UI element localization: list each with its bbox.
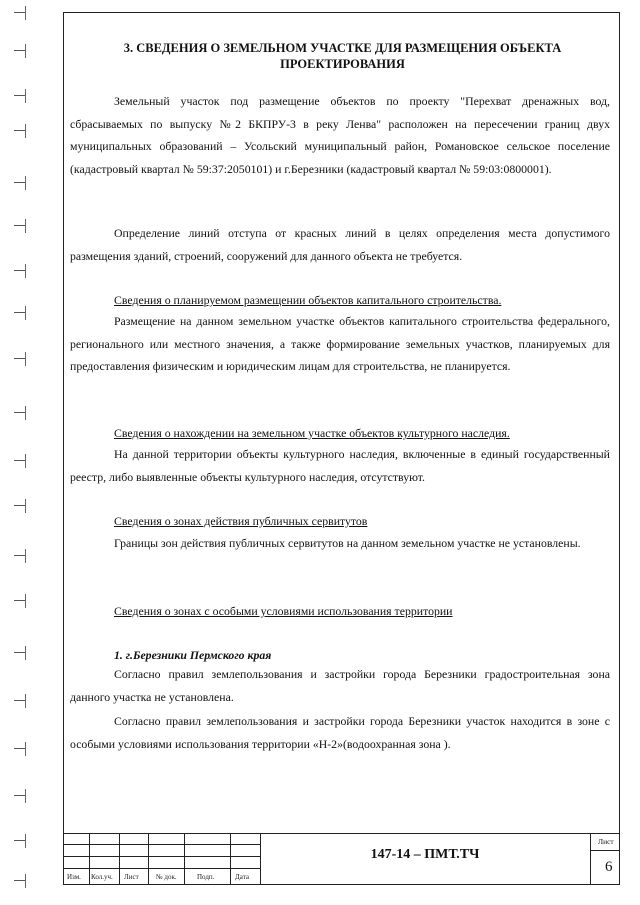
document-code: 147-14 – ПМТ.ТЧ (370, 847, 480, 862)
stamp-line (590, 850, 620, 851)
sheet-label: Лист (598, 837, 614, 846)
paragraph-text: Земельный участок под размещение объектов по проекту "Перехват дренажных вод, сбрасываемых по выпуску №2 БКПРУ-3 в реку Ленва" расположен на пересечении границ двух муниципальных образований – Усольский муниципальный район, Романовское сельское поселение (кадастровый квартал № 59:37:2050101) и г.Березники (кадастровый квартал № 59:03:0800001). (70, 94, 610, 176)
section-title-line2: ПРОЕКТИРОВАНИЯ (280, 57, 405, 71)
margin-tick (14, 795, 26, 796)
stamp-col-doc: № док. (156, 873, 177, 881)
binding-margin-ticks (0, 0, 40, 905)
stamp-line (184, 833, 185, 885)
heading-cultural-heritage: Сведения о нахождении на земельном участке объектов культурного наследия. (114, 426, 510, 440)
paragraph-text: Размещение на данном земельном участке объектов капитального строительства федерального, регионального или местного значения, а также формирование земельных участков, планируемых для предоставления физическим и юридическим лицам для строительства, не планируется. (70, 314, 610, 373)
stamp-line (590, 833, 591, 885)
heading-special-zones: Сведения о зонах с особыми условиями использования территории (114, 604, 453, 618)
margin-tick (14, 652, 26, 653)
paragraph-land-plot (70, 90, 610, 180)
paragraph-text: Границы зон действия публичных сервитутов на данном земельном участке не установлены. (114, 536, 581, 550)
section-title (70, 40, 615, 72)
margin-tick (14, 460, 26, 461)
section-title-line1: 3. СВЕДЕНИЯ О ЗЕМЕЛЬНОМ УЧАСТКЕ ДЛЯ РАЗМЕЩЕНИЯ ОБЪЕКТА (123, 41, 562, 55)
margin-tick (14, 358, 26, 359)
stamp-line (63, 833, 620, 834)
margin-tick (14, 700, 26, 701)
heading-capital-construction: Сведения о планируемом размещении объектов капитального строительства. (114, 293, 502, 307)
paragraph-zoning-2 (70, 710, 610, 755)
stamp-col-izm: Изм. (67, 873, 81, 881)
paragraph-red-lines (70, 222, 610, 267)
stamp-line (89, 833, 90, 885)
paragraph-public-servitudes (70, 532, 610, 555)
heading-public-servitudes: Сведения о зонах действия публичных сервитутов (114, 514, 368, 528)
stamp-col-kol: Кол.уч. (91, 873, 113, 881)
margin-tick (14, 182, 26, 183)
subheading-berezniki: 1. г.Березники Пермского края (114, 648, 272, 662)
stamp-line (230, 833, 231, 885)
margin-tick (14, 505, 26, 506)
title-block (63, 833, 620, 885)
margin-tick (14, 225, 26, 226)
paragraph-cultural-heritage (70, 443, 610, 488)
sheet-number: 6 (605, 859, 613, 875)
margin-tick (14, 12, 26, 13)
stamp-line (148, 833, 149, 885)
paragraph-text: Определение линий отступа от красных линий в целях определения места допустимого размещения зданий, строений, сооружений для данного объекта не требуется. (70, 226, 610, 263)
paragraph-capital-construction (70, 310, 610, 378)
stamp-line (260, 833, 261, 885)
paragraph-text: На данной территории объекты культурного наследия, включенные в единый государственный реестр, либо выявленные объекты культурного наследия, отсутствуют. (70, 447, 610, 484)
stamp-col-date: Дата (235, 873, 249, 881)
margin-tick (14, 50, 26, 51)
margin-tick (14, 555, 26, 556)
margin-tick (14, 130, 26, 131)
stamp-col-sign: Подп. (197, 873, 215, 881)
stamp-col-list: Лист (124, 873, 139, 881)
margin-tick (14, 748, 26, 749)
paragraph-text: Согласно правил землепользования и застройки города Березники участок находится в зоне с особыми условиями использования территории «Н-2»(водоохранная зона ). (70, 714, 610, 751)
stamp-line (119, 833, 120, 885)
margin-tick (14, 880, 26, 881)
margin-tick (14, 95, 26, 96)
margin-tick (14, 270, 26, 271)
paragraph-zoning-1 (70, 663, 610, 708)
paragraph-text: Согласно правил землепользования и застройки города Березники градостроительная зона данного участка не установлена. (70, 667, 610, 704)
margin-tick (14, 312, 26, 313)
margin-tick (14, 840, 26, 841)
margin-tick (14, 600, 26, 601)
margin-tick (14, 412, 26, 413)
